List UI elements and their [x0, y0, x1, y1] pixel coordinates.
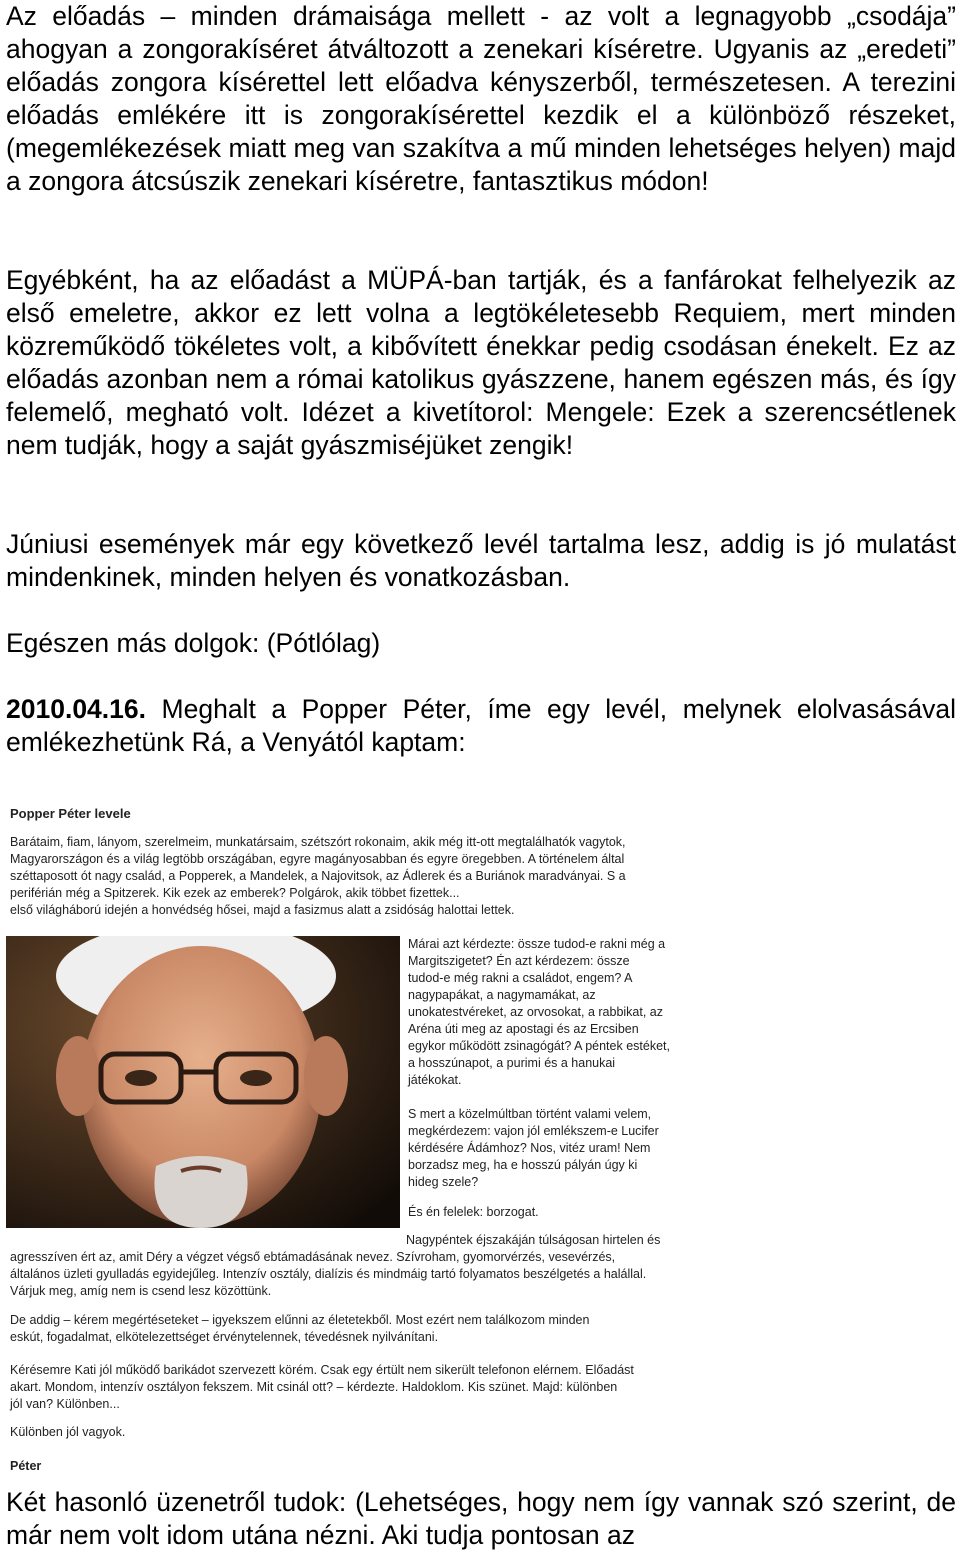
letter-line: első világháború idején a honvédség hősei, majd a fasizmus alatt a zsidóság halottai lettek.: [10, 903, 515, 917]
letter-line: Kérésemre Kati jól működő barikádot szervezett körém. Csak egy értült nem sikerült telefonon elérnem. Előadást: [10, 1363, 634, 1377]
letter-line: És én felelek: borzogat.: [408, 1205, 539, 1219]
letter-line: Várjuk meg, amíg nem is csend lesz közöttünk.: [10, 1284, 272, 1298]
letter-line: hideg szele?: [408, 1175, 479, 1189]
letter-line: akart. Mondom, intenzív osztályon fekszem. Mit csinál ott? – kérdezte. Haldoklom. Kis szünet. Majd: különben: [10, 1380, 618, 1394]
paragraph-popper: [6, 693, 956, 759]
letter-signature: Péter: [10, 1459, 42, 1473]
paragraph-performance: Az előadás – minden drámaisága mellett - az volt a legnagyobb „csodája” ahogyan a zongorakíséret átváltozott a zenekari kíséretre. Ugyanis az „eredeti” előadás zongora kísérettel lett előadva kényszerből, természetesen. A terezini előadás emlékére itt is zongorakísérettel kezdik el a különböző részeket, (megemlékezések miatt meg van szakítva a mű minden lehetséges helyen) majd a zongora átcsúszik zenekari kíséretre, fantasztikus módon!: [6, 1, 956, 196]
letter-line: kérdésére Ádámhoz? Nos, vitéz uram! Nem: [408, 1141, 651, 1155]
letter-line: Nagypéntek éjszakáján túlságosan hirtelen és: [406, 1233, 661, 1247]
letter-line: általános üzleti gyulladás egyidejűleg. Intenzív osztály, dialízis és mindmáig tartó folyamatos beszélgetés a halállal.: [10, 1267, 647, 1281]
letter-line: jól van? Különben...: [10, 1397, 120, 1411]
paragraph-june: Júniusi események már egy következő levél tartalma lesz, addig is jó mulatást mindenkinek, minden helyen és vonatkozásban.: [6, 529, 956, 592]
portrait-photo: [6, 936, 400, 1228]
letter-line: borzadsz meg, ha e hosszú pályán úgy ki: [408, 1158, 638, 1172]
letter-line: Aréna úti meg az apostagi és az Ercsiben: [408, 1022, 639, 1036]
paragraph-mupa: Egyébként, ha az előadást a MÜPÁ-ban tartják, és a fanfárokat felhelyezik az első emeletre, akkor ez lett volna a legtökéletesebb Requiem, mert minden közreműködő tökéletes volt, a kibővített énekkar pedig csodásan énekelt. Ez az előadás azonban nem a római katolikus gyászzene, hanem egészen más, és így felemelő, megható volt. Idézet a kivetítorol: Mengele: Ezek a szerencsétlenek nem tudják, hogy a saját gyászmiséjüket zengik!: [6, 265, 956, 460]
letter-line: tudod-e még rakni a családot, engem? A: [408, 971, 633, 985]
portrait-illustration: [6, 936, 400, 1228]
paragraph-other-things: Egészen más dolgok: (Pótlólag): [6, 628, 381, 658]
letter-line: nagypapákat, a nagymamákat, az: [408, 988, 596, 1002]
letter-line: Márai azt kérdezte: össze tudod-e rakni még a: [408, 937, 666, 951]
letter-line: Barátaim, fiam, lányom, szerelmeim, munkatársaim, szétszórt rokonaim, akik még itt-ott megtalálhatók vagytok,: [10, 835, 626, 849]
letter-line: eskút, fogadalmat, elkötelezettséget érvénytelennek, tévedésnek nyilvánítani.: [10, 1330, 439, 1344]
letter-line: megkérdezem: vajon jól emlékszem-e Lucifer: [408, 1124, 659, 1138]
letter-line: S mert a közelmúltban történt valami velem,: [408, 1107, 652, 1121]
date-label: 2010.04.16.: [6, 694, 146, 724]
letter-line: Magyarországon és a világ legtöbb országában, egyre magányosabban és egyre öregebben. A történelem által: [10, 852, 625, 866]
letter-line: Margitszigetet? Én azt kérdezem: össze: [408, 954, 630, 968]
letter-line: egykor működött zsinagógát? A péntek estéket,: [408, 1039, 670, 1053]
paragraph-messages: Két hasonló üzenetről tudok: (Lehetséges, hogy nem így vannak szó szerint, de már nem volt idom utána nézni. Aki tudja pontosan az: [6, 1487, 956, 1550]
letter-line: a hosszúnapot, a purimi és a hanukai: [408, 1056, 616, 1070]
letter-line: unokatestvéreket, az orvosokat, a rabbikat, az: [408, 1005, 663, 1019]
letter-scan: [6, 800, 696, 1480]
popper-text: Meghalt a Popper Péter, íme egy levél, melynek elolvasásával emlékezhetünk Rá, a Venyától kaptam:: [6, 694, 956, 757]
letter-line: széttaposott ót nagy család, a Popperek, a Mandelek, a Najovitsok, az Ádlerek és a Buriánok maradványai. S a: [10, 869, 626, 883]
letter-line: De addig – kérem megértéseteket – igyekszem elűnni az életetekből. Most ezért nem találkozom minden: [10, 1313, 590, 1327]
letter-line: játékokat.: [408, 1073, 462, 1087]
letter-line: periférián még a Spitzerek. Kik ezek az emberek? Polgárok, akik többet fizettek...: [10, 886, 460, 900]
letter-line: agresszíven ért az, amit Déry a végzet végső ebtámadásának nevez. Szívroham, gyomorvérzés, vesevérzés,: [10, 1250, 616, 1264]
letter-line: Különben jól vagyok.: [10, 1425, 126, 1439]
letter-title: Popper Péter levele: [10, 806, 131, 821]
